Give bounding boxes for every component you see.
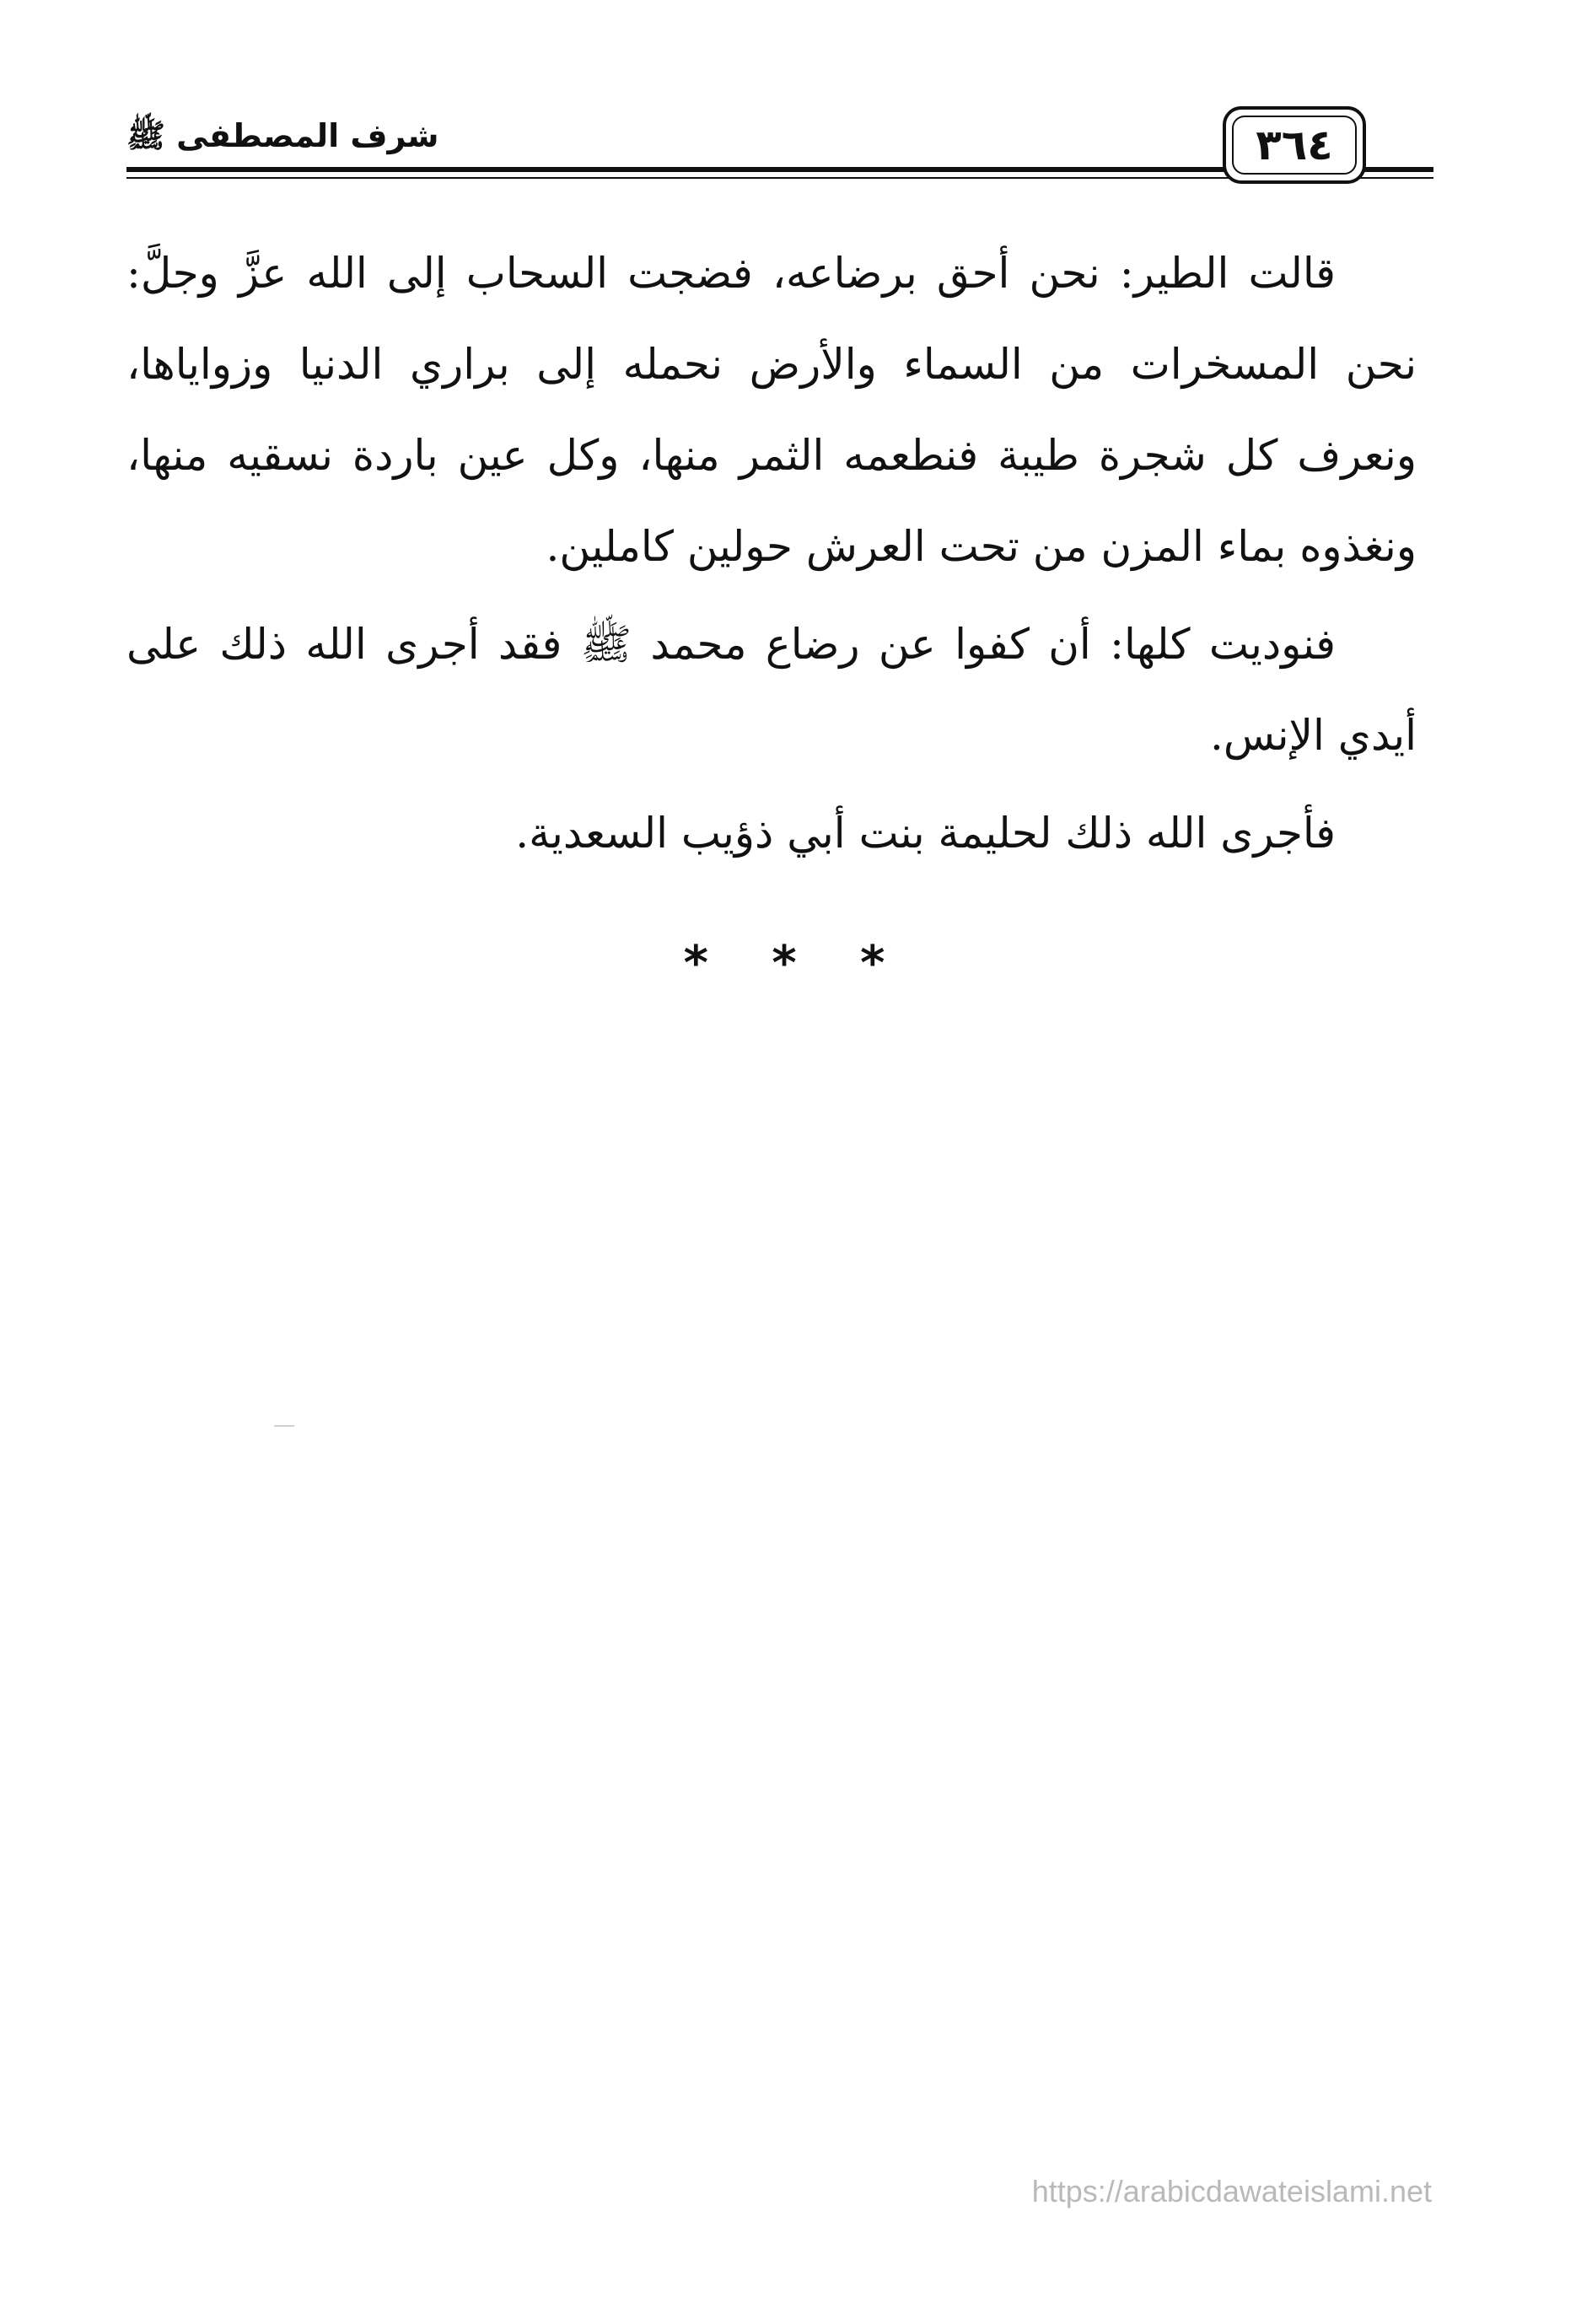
book-title: شرف المصطفى ﷺ bbox=[126, 117, 439, 154]
paragraph-1: قالت الطير: نحن أحق برضاعه، فضجت السحاب إلى الله عزَّ وجلَّ: نحن المسخرات من السماء والأرض نحمله إلى براري الدنيا وزواياها، ونعرف كل شجرة طيبة فنطعمه الثمر منها، وكل عين باردة نسقيه منها، ونغذوه بماء المزن من تحت العرش حولين كاملين. bbox=[126, 249, 1417, 571]
page-number-frame bbox=[1223, 106, 1366, 184]
paragraph-2: فنوديت كلها: أن كفوا عن رضاع محمد ﷺ فقد أجرى الله ذلك على أيدي الإنس. bbox=[126, 620, 1417, 760]
section-divider: * * * bbox=[683, 936, 909, 991]
source-watermark: https://arabicdawateislami.net bbox=[1031, 2174, 1432, 2208]
paragraph-3: فأجرى الله ذلك لحليمة بنت أبي ذؤيب السعدية. bbox=[515, 809, 1336, 858]
page-header bbox=[126, 101, 1433, 194]
main-text bbox=[126, 228, 1417, 885]
scan-speck bbox=[274, 1425, 294, 1427]
page-number: ٣٦٤ bbox=[1256, 121, 1333, 169]
